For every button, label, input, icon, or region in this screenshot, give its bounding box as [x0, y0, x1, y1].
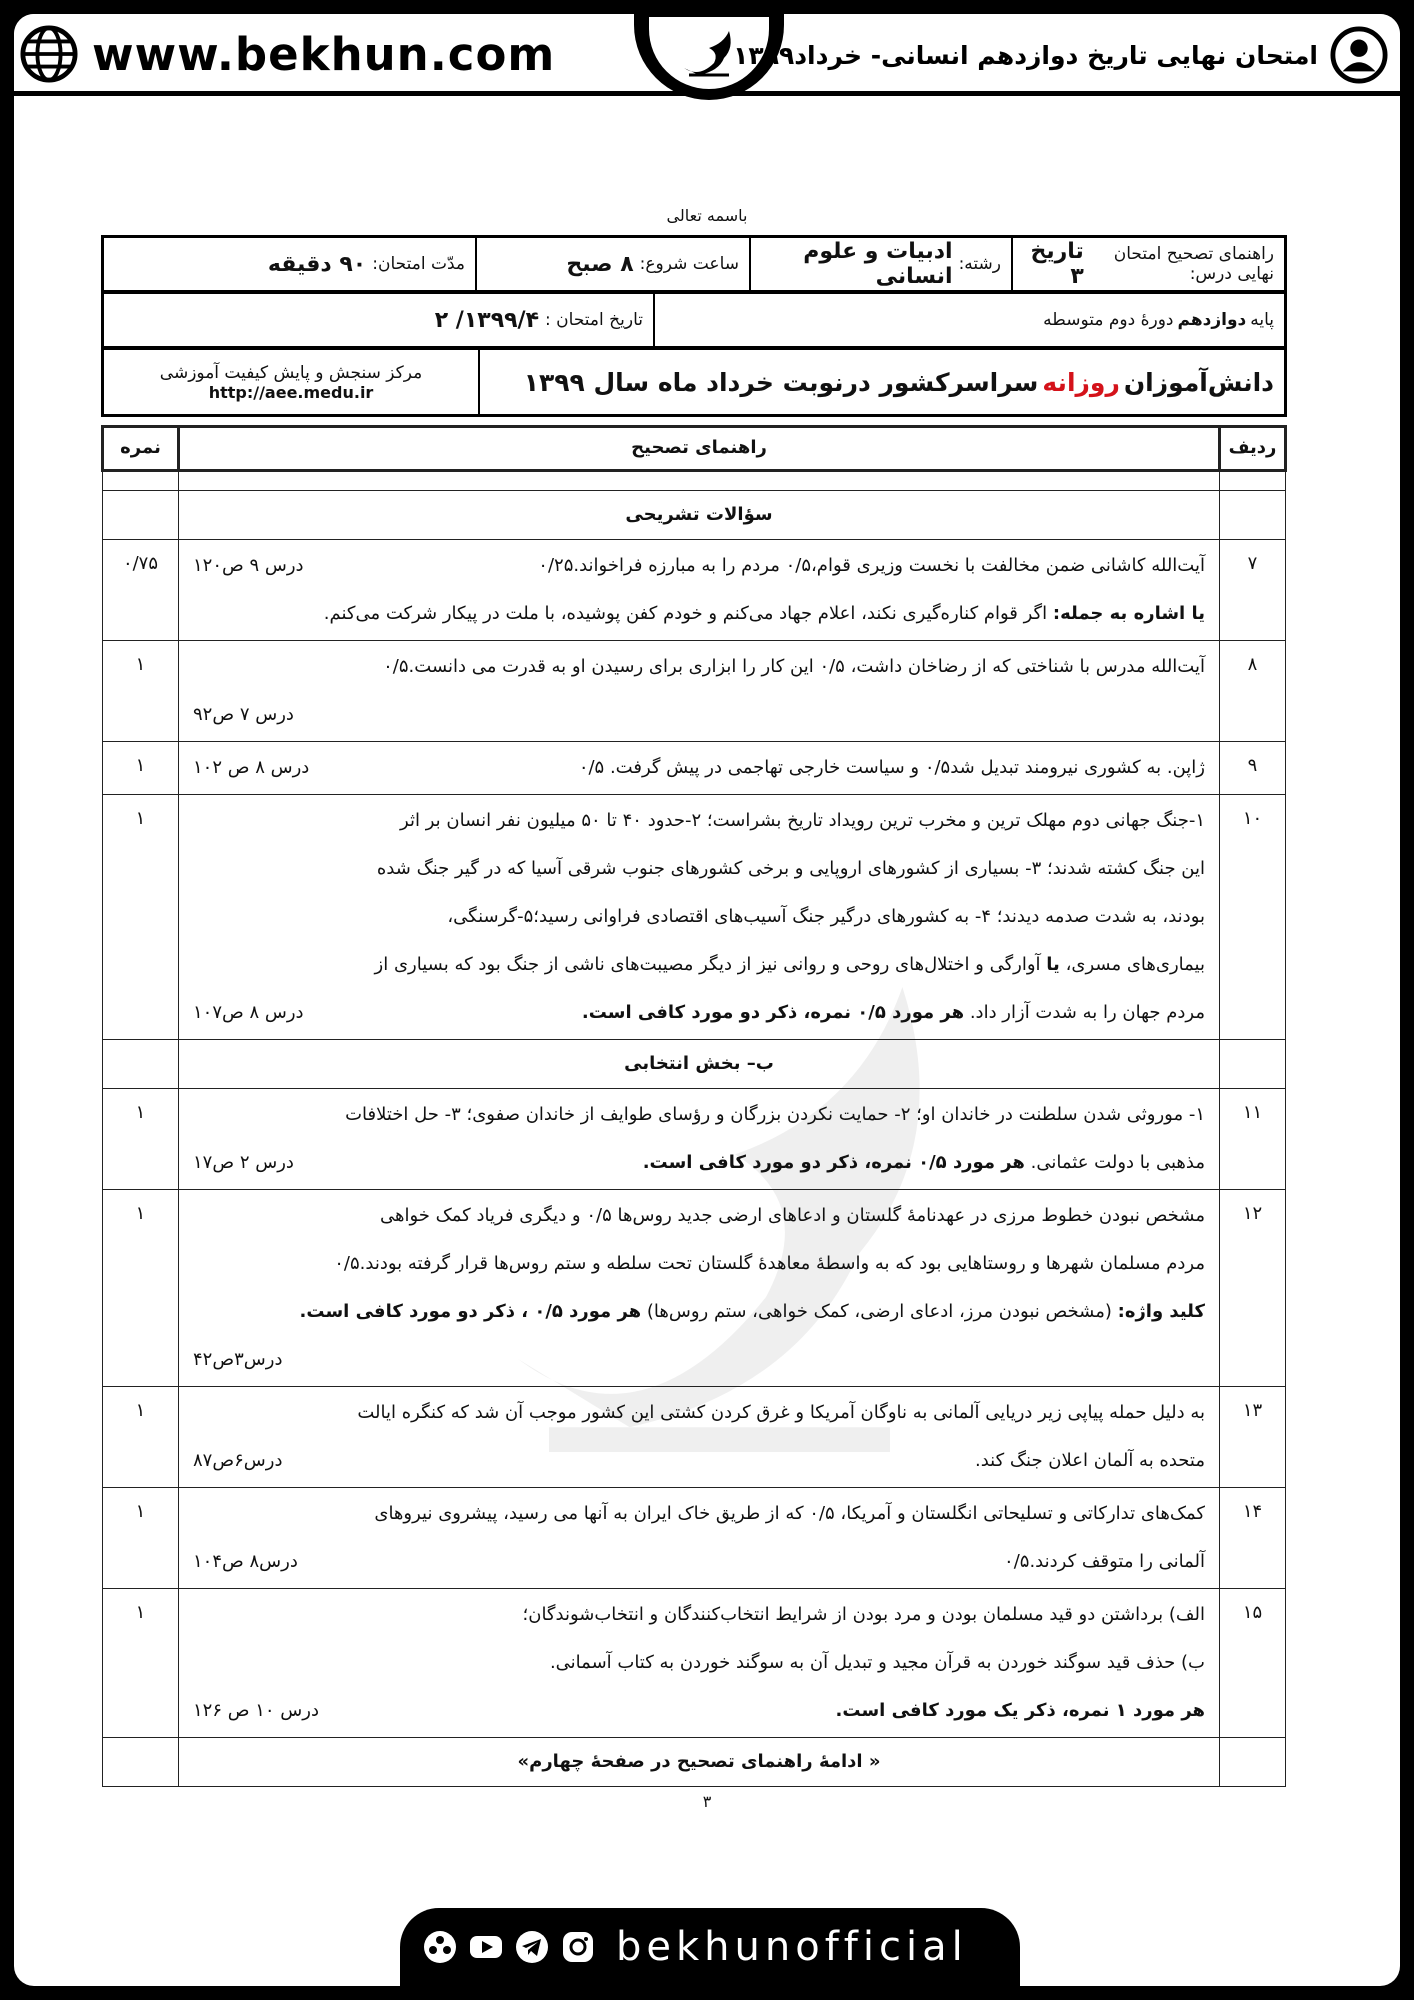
continuation-row: [103, 1738, 1286, 1787]
answer-line: ژاپن. به کشوری نیرومند تبدیل شد۰/۵ و سیاست خارجی تهاجمی در پیش گرفت. ۰/۵: [578, 757, 1205, 778]
answer-line: این جنگ کشته شدند؛ ۳- بسیاری از کشورهای اروپایی و برخی کشورهای جنوب شرقی آسیا که در گیر جنگ شده: [376, 858, 1205, 879]
answer-line: بودند، به شدت صدمه دیدند؛ ۴- به کشورهای درگیر جنگ آسیب‌های اقتصادی فراوانی رسید؛۵-گرسنگی،: [447, 906, 1205, 927]
center-url[interactable]: http://aee.medu.ir: [208, 382, 374, 402]
row-mark: ۱: [103, 742, 179, 795]
section-choice: ب– بخش انتخابی: [179, 1040, 1220, 1089]
row-mark: ۱: [103, 1387, 179, 1488]
continuation-note: « ادامۀ راهنمای تصحیح در صفحۀ چهارم»: [179, 1738, 1220, 1787]
date-label: تاریخ امتحان :: [545, 310, 643, 330]
social-handle[interactable]: bekhunofficial: [616, 1924, 968, 1970]
answer-bold: یا اشاره به جمله:: [1052, 603, 1205, 624]
answer-text: (مشخص نبودن مرز، ادعای ارضی، کمک خواهی، ستم روس‌ها): [646, 1301, 1112, 1322]
answer-bold: هر مورد ۰/۵ ، ذکر دو مورد کافی است.: [299, 1301, 642, 1322]
row-answer: [179, 795, 1220, 1040]
row-answer: [179, 540, 1220, 641]
table-row: [103, 1387, 1286, 1488]
section-essay: سؤالات تشریحی: [179, 491, 1220, 540]
row-number: ۹: [1220, 742, 1286, 795]
row-answer: [179, 1089, 1220, 1190]
grade-value: دوازدهم: [1177, 310, 1247, 330]
lesson-ref: درس ۸ ص ۱۰۲: [193, 757, 310, 778]
answer-line: ۱-جنگ جهانی دوم مهلک ترین و مخرب ترین رویداد تاریخ بشراست؛ ۲-حدود ۴۰ تا ۵۰ میلیون نفر انسان بر اثر: [400, 810, 1205, 831]
lesson-ref: درس۶ص۸۷: [193, 1450, 283, 1471]
col-header-row: ردیف: [1220, 427, 1286, 471]
row-answer: [179, 1589, 1220, 1738]
exam-date: ۱۳۹۹/۴/ ۲: [434, 307, 540, 333]
col-header-mark: نمره: [103, 427, 179, 471]
row-mark: ۰/۷۵: [103, 540, 179, 641]
duration-value: ۹۰ دقیقه: [267, 251, 367, 277]
answer-text: آوارگی و اختلال‌های روحی و روانی نیز از دیگر مصیبت‌های ناشی از جنگ بود که بسیاری از: [374, 954, 1041, 975]
answer-bold: هر مورد ۱ نمره، ذکر یک مورد کافی است.: [835, 1700, 1205, 1721]
row-number: ۱۰: [1220, 795, 1286, 1040]
answer-bold: هر مورد ۰/۵ نمره، ذکر دو مورد کافی است.: [642, 1152, 1025, 1173]
globe-icon: [20, 25, 78, 83]
lesson-ref: درس ۹ ص۱۲۰: [193, 555, 304, 576]
answer-bold: کلید واژه:: [1117, 1301, 1205, 1322]
answer-line: کمک‌های تدارکاتی و تسلیحاتی انگلستان و آمریکا، ۰/۵ که از طریق خاک ایران به آنها می رسید، پیشروی نیروهای: [374, 1503, 1205, 1524]
row-answer: [179, 641, 1220, 742]
row-number: ۱۲: [1220, 1190, 1286, 1387]
answer-line: الف) برداشتن دو قید مسلمان بودن و مرد بودن از شرایط انتخاب‌کنندگان و انتخاب‌شوندگان؛: [522, 1604, 1205, 1625]
youtube-icon[interactable]: [468, 1929, 504, 1965]
row-mark: ۱: [103, 641, 179, 742]
row-mark: ۱: [103, 1190, 179, 1387]
site-link[interactable]: [20, 24, 555, 84]
answer-bold: هر مورد ۰/۵ نمره، ذکر دو مورد کافی است.: [581, 1002, 965, 1023]
lesson-ref: درس ۸ ص۱۰۷: [193, 1002, 304, 1023]
castbox-icon[interactable]: [422, 1929, 458, 1965]
table-row: [103, 742, 1286, 795]
user-icon: [1330, 26, 1388, 84]
start-time: ۸ صبح: [566, 251, 634, 277]
basmala: باسمه تعالی: [666, 206, 748, 225]
answer-key-table: [101, 425, 1287, 1787]
site-url[interactable]: www.bekhun.com: [92, 27, 556, 81]
lesson-ref: درس ۱۰ ص ۱۲۶: [193, 1700, 319, 1721]
table-row: [103, 1190, 1286, 1387]
answer-line: آیت‌الله کاشانی ضمن مخالفت با نخست وزیری قوام،۰/۵ مردم را به مبارزه فراخواند.۰/۲۵: [538, 555, 1205, 576]
telegram-icon[interactable]: [514, 1929, 550, 1965]
students-day: روزانه: [1042, 367, 1120, 397]
answer-line: اگر قوام کناره‌گیری نکند، اعلام جهاد می‌کنم و خودم کفن پوشیده، با ملت در پیکار شرکت می‌کنم.: [323, 603, 1048, 624]
answer-text: مذهبی با دولت عثمانی.: [1030, 1152, 1205, 1173]
row-mark: ۱: [103, 1488, 179, 1589]
header-row-course: [101, 235, 1287, 293]
table-row: [103, 641, 1286, 742]
row-mark: ۱: [103, 1089, 179, 1190]
row-number: ۱۳: [1220, 1387, 1286, 1488]
field-name: ادبیات و علوم انسانی: [803, 239, 953, 289]
answer-line: ۱- موروثی شدن سلطنت در خاندان او؛ ۲- حمایت نکردن بزرگان و رؤسای طوایف از خاندان صفوی؛ ۳- حل اختلافات: [345, 1104, 1205, 1125]
header-row-students: [101, 347, 1287, 417]
top-bar: [14, 14, 1400, 96]
lesson-ref: درس ۲ ص۱۷: [193, 1152, 294, 1173]
page: [14, 14, 1400, 1986]
table-row: [103, 1589, 1286, 1738]
grade-prefix: پایه: [1250, 310, 1274, 330]
answer-text: متحده به آلمان اعلان جنگ کند.: [975, 1450, 1205, 1471]
lesson-ref: درس۳ص۴۲: [193, 1349, 283, 1370]
table-row: [103, 540, 1286, 641]
duration-label: مدّت امتحان:: [372, 254, 465, 274]
field-label: رشته:: [958, 254, 1001, 274]
table-row: [103, 1089, 1286, 1190]
answer-text: بیماری‌های مسری،: [1065, 954, 1205, 975]
answer-line: مردم مسلمان شهرها و روستاهایی بود که به واسطۀ معاهدۀ گلستان تحت سلطه و ستم روس‌ها قرار گرفته بودند.۰/۵: [334, 1253, 1205, 1274]
grade-suffix: دورۀ دوم متوسطه: [1043, 310, 1174, 330]
row-number: ۷: [1220, 540, 1286, 641]
start-label: ساعت شروع:: [639, 254, 739, 274]
gap-row: [103, 471, 1286, 491]
table-row: [103, 795, 1286, 1040]
table-row: [103, 1488, 1286, 1589]
row-mark: ۱: [103, 795, 179, 1040]
answer-line: به دلیل حمله پیاپی زیر دریایی آلمانی به ناوگان آمریکا و غرق کردن کشتی این کشور موجب آن شد که کنگره ایالت: [357, 1402, 1205, 1423]
answer-line: آیت‌الله مدرس با شناختی که از رضاخان داشت، ۰/۵ این کار را ابزاری برای رسیدن او به قدرت می دانست.۰/۵: [383, 656, 1205, 677]
guide-label: راهنمای تصحیح امتحان نهایی درس:: [1113, 244, 1274, 284]
row-answer: [179, 1387, 1220, 1488]
instagram-icon[interactable]: [560, 1929, 596, 1965]
students-pre: دانش‌آموزان: [1123, 367, 1274, 397]
social-footer: [400, 1908, 1020, 1986]
row-number: ۱۱: [1220, 1089, 1286, 1190]
section-row-choice: [103, 1040, 1286, 1089]
answer-bold: یا: [1046, 954, 1060, 975]
answer-line: ب) حذف قید سوگند خوردن به قرآن مجید و تبدیل آن به سوگند خوردن به کتاب آسمانی.: [549, 1652, 1205, 1673]
course-name: تاریخ ۳: [1030, 239, 1084, 289]
page-number: ۳: [702, 1792, 712, 1811]
row-answer: [179, 1190, 1220, 1387]
row-number: ۱۴: [1220, 1488, 1286, 1589]
center-name: مرکز سنجش و پایش کیفیت آموزشی: [159, 362, 423, 383]
exam-heading: [733, 26, 1388, 84]
header-row-grade: [101, 291, 1287, 349]
row-number: ۱۵: [1220, 1589, 1286, 1738]
lesson-ref: درس۸ ص۱۰۴: [193, 1551, 298, 1572]
answer-line: مشخص نبودن خطوط مرزی در عهدنامۀ گلستان و ادعاهای ارضی جدید روس‌ها ۰/۵ و دیگری فریاد کمک خواهی: [380, 1205, 1205, 1226]
students-post: سراسرکشور درنوبت خرداد ماه سال ۱۳۹۹: [523, 367, 1039, 397]
row-answer: [179, 1488, 1220, 1589]
row-number: ۸: [1220, 641, 1286, 742]
table-header-row: [103, 427, 1286, 471]
row-mark: ۱: [103, 1589, 179, 1738]
answer-text: آلمانی را متوقف کردند.۰/۵: [1004, 1551, 1205, 1572]
col-header-guide: راهنمای تصحیح: [179, 427, 1220, 471]
answer-text: مردم جهان را به شدت آزار داد.: [969, 1002, 1205, 1023]
section-row-essay: [103, 491, 1286, 540]
row-answer: [179, 742, 1220, 795]
lesson-ref: درس ۷ ص۹۲: [193, 704, 294, 725]
exam-heading-text: امتحان نهایی تاریخ دوازدهم انسانی- خرداد۱۳۹۹: [733, 40, 1318, 70]
